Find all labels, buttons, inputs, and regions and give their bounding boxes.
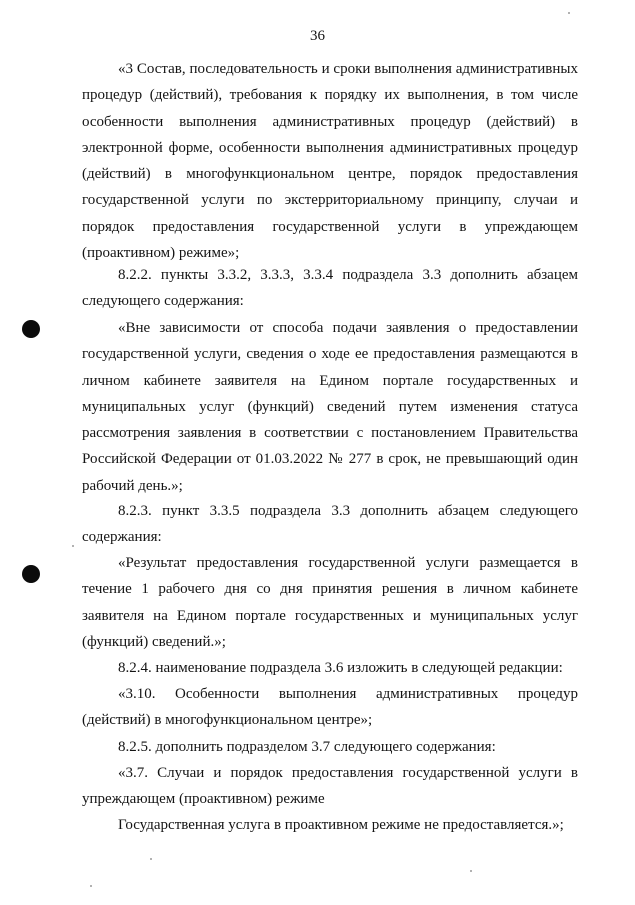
paragraph-quote-3-7: «3.7. Случаи и порядок предоставления государственной услуги в упреждающем (проактивном) режиме [82, 765, 578, 808]
scan-speck [470, 870, 472, 872]
paragraph-not-provided: Государственная услуга в проактивном режиме не предоставляется.»; [118, 817, 564, 833]
scan-speck [568, 12, 570, 14]
paragraph-quote-status: «Вне зависимости от способа подачи заявления о предоставлении государственной услуги, сведения о ходе ее предоставления размещаются в личном кабинете заявителя на Едином портале государственных и муниципальных услуг (функций) сведений путем изменения статуса рассмотрения заявления в соответствии с постановлением Правительства Российской Федерации от 01.03.2022 № 277 в срок, не превышающий один рабочий день.»; [82, 320, 578, 494]
page-number: 36 [310, 28, 325, 44]
scan-speck [150, 858, 152, 860]
paragraph-8-2-5: 8.2.5. дополнить подразделом 3.7 следующего содержания: [118, 739, 496, 755]
punch-hole-bottom [22, 565, 40, 583]
paragraph-section-3-title: «3 Состав, последовательность и сроки выполнения административных процедур (действий), требования к порядку их выполнения, в том числе особенности выполнения административных процедур (действий) в электронной форме, особенности выполнения административных процедур (действий) в многофункциональном центре, порядок предоставления государственной услуги по экстерриториальному принципу, случаи и порядок предоставления государственной услуги в упреждающем (проактивном) режиме»; [82, 61, 578, 262]
paragraph-8-2-4: 8.2.4. наименование подраздела 3.6 изложить в следующей редакции: [118, 660, 563, 676]
paragraph-8-2-3: 8.2.3. пункт 3.3.5 подраздела 3.3 дополнить абзацем следующего содержания: [82, 503, 578, 546]
paragraph-quote-3-10: «3.10. Особенности выполнения административных процедур (действий) в многофункциональном центре»; [82, 686, 578, 729]
punch-hole-top [22, 320, 40, 338]
scan-speck [72, 545, 74, 547]
scan-speck [90, 885, 92, 887]
paragraph-8-2-2: 8.2.2. пункты 3.3.2, 3.3.3, 3.3.4 подраздела 3.3 дополнить абзацем следующего содержания: [82, 267, 578, 310]
paragraph-quote-result: «Результат предоставления государственной услуги размещается в течение 1 рабочего дня со дня принятия решения в личном кабинете заявителя на Едином портале государственных и муниципальных услуг (функций) сведений.»; [82, 555, 578, 650]
